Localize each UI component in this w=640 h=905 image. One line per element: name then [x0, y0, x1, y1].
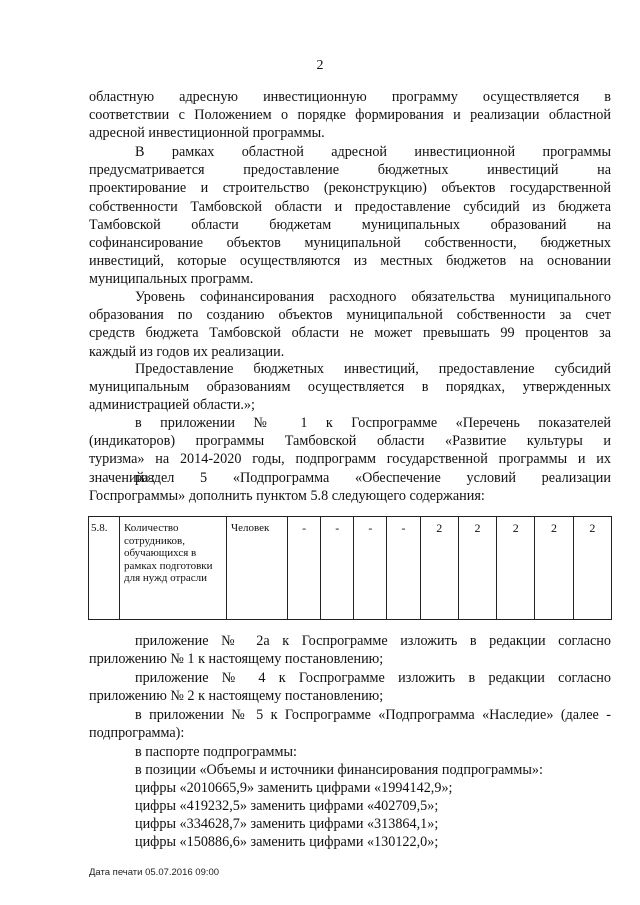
- table-cell-value: 2: [573, 517, 611, 620]
- text-line: средств бюджета Тамбовской области не может превышать 99 процентов за: [89, 325, 611, 342]
- paragraph-14: [89, 815, 611, 833]
- text-line: образования по созданию объектов муниципальной собственности за счет: [89, 307, 611, 324]
- paragraph-1: [89, 88, 611, 143]
- table-cell-value: -: [288, 517, 321, 620]
- table-cell-name: Количество сотрудников, обучающихся в рамках подготовки для нужд отрасли: [120, 517, 227, 620]
- text-line: цифры «334628,7» заменить цифрами «313864,1»;: [135, 816, 439, 832]
- table-cell-number: 5.8.: [89, 517, 120, 620]
- paragraph-12: [89, 779, 611, 797]
- paragraph-13: [89, 797, 611, 815]
- table-cell-value: 2: [535, 517, 573, 620]
- print-date-footer: Дата печати 05.07.2016 09:00: [89, 867, 220, 878]
- table-cell-value: 2: [420, 517, 458, 620]
- text-line: софинансирование объектов муниципальной собственности, бюджетных: [89, 235, 611, 252]
- text-line: администрацией области.»;: [89, 397, 255, 414]
- paragraph-6: [89, 469, 611, 505]
- table-cell-value: -: [354, 517, 387, 620]
- text-line: соответствии с Положением о порядке формирования и реализации областной: [89, 107, 611, 124]
- text-line: цифры «150886,6» заменить цифрами «130122,0»;: [135, 834, 439, 850]
- text-line: инвестиций, которые осуществляются из местных бюджетов на основании: [89, 253, 611, 270]
- text-line: в приложении № 5 к Госпрограмме «Подпрограмма «Наследие» (далее -: [135, 707, 611, 723]
- text-line: цифры «2010665,9» заменить цифрами «1994142,9»;: [135, 780, 453, 796]
- text-line: приложению № 1 к настоящему постановлению;: [89, 651, 384, 668]
- text-line: раздел 5 «Подпрограмма «Обеспечение условий реализации: [135, 470, 611, 486]
- table-cell-value: 2: [458, 517, 496, 620]
- paragraph-2: [89, 143, 611, 289]
- page-number: 2: [316, 58, 324, 73]
- table-cell-value: -: [321, 517, 354, 620]
- paragraph-7: [89, 632, 611, 668]
- text-line: цифры «419232,5» заменить цифрами «402709,5»;: [135, 798, 439, 814]
- paragraph-4: [89, 360, 611, 415]
- text-line: (индикаторов) программы Тамбовской области «Развитие культуры и: [89, 433, 611, 450]
- text-line: туризма» на 2014-2020 годы, подпрограмм государственной программы и их: [89, 451, 611, 468]
- text-line: Предоставление бюджетных инвестиций, предоставление субсидий: [135, 361, 611, 377]
- text-line: Уровень софинансирования расходного обязательства муниципального: [135, 289, 611, 305]
- text-line: в позиции «Объемы и источники финансирования подпрограммы»:: [135, 762, 543, 778]
- text-line: собственности Тамбовской области и предоставление субсидий из бюджета: [89, 198, 611, 215]
- text-line: в приложении № 1 к Госпрограмме «Перечень показателей: [135, 415, 611, 431]
- paragraph-9: [89, 706, 611, 742]
- text-line: предусматривается предоставление бюджетных инвестиций на: [89, 162, 611, 179]
- paragraph-3: [89, 288, 611, 361]
- text-line: приложение № 4 к Госпрограмме изложить в редакции согласно: [135, 670, 611, 686]
- paragraph-11: [89, 761, 611, 779]
- text-line: в паспорте подпрограммы:: [135, 744, 297, 760]
- table-cell-value: 2: [497, 517, 535, 620]
- text-line: подпрограмма):: [89, 725, 185, 742]
- text-line: Тамбовской области бюджетам муниципальных образований на: [89, 216, 611, 233]
- text-line: Госпрограммы» дополнить пунктом 5.8 следующего содержания:: [89, 488, 485, 505]
- table-row: [89, 517, 612, 620]
- text-line: приложение № 2а к Госпрограмме изложить в редакции согласно: [135, 633, 611, 649]
- text-line: В рамках областной адресной инвестиционной программы: [135, 144, 611, 160]
- paragraph-8: [89, 669, 611, 705]
- table-cell-unit: Человек: [227, 517, 288, 620]
- text-line: муниципальных программ.: [89, 271, 254, 288]
- text-line: приложению № 2 к настоящему постановлению;: [89, 688, 384, 705]
- text-line: каждый из годов их реализации.: [89, 343, 285, 360]
- text-line: областную адресную инвестиционную программу осуществляется в: [89, 89, 611, 105]
- text-line: муниципальным образованиям осуществляется в порядках, утвержденных: [89, 379, 611, 396]
- table-cell-value: -: [387, 517, 420, 620]
- text-line: проектирование и строительство (реконструкцию) объектов государственной: [89, 180, 611, 197]
- paragraph-15: [89, 833, 611, 851]
- text-line: адресной инвестиционной программы.: [89, 125, 325, 142]
- text-line: значений»:: [89, 469, 156, 486]
- indicator-table: [88, 516, 612, 620]
- paragraph-10: [89, 743, 611, 761]
